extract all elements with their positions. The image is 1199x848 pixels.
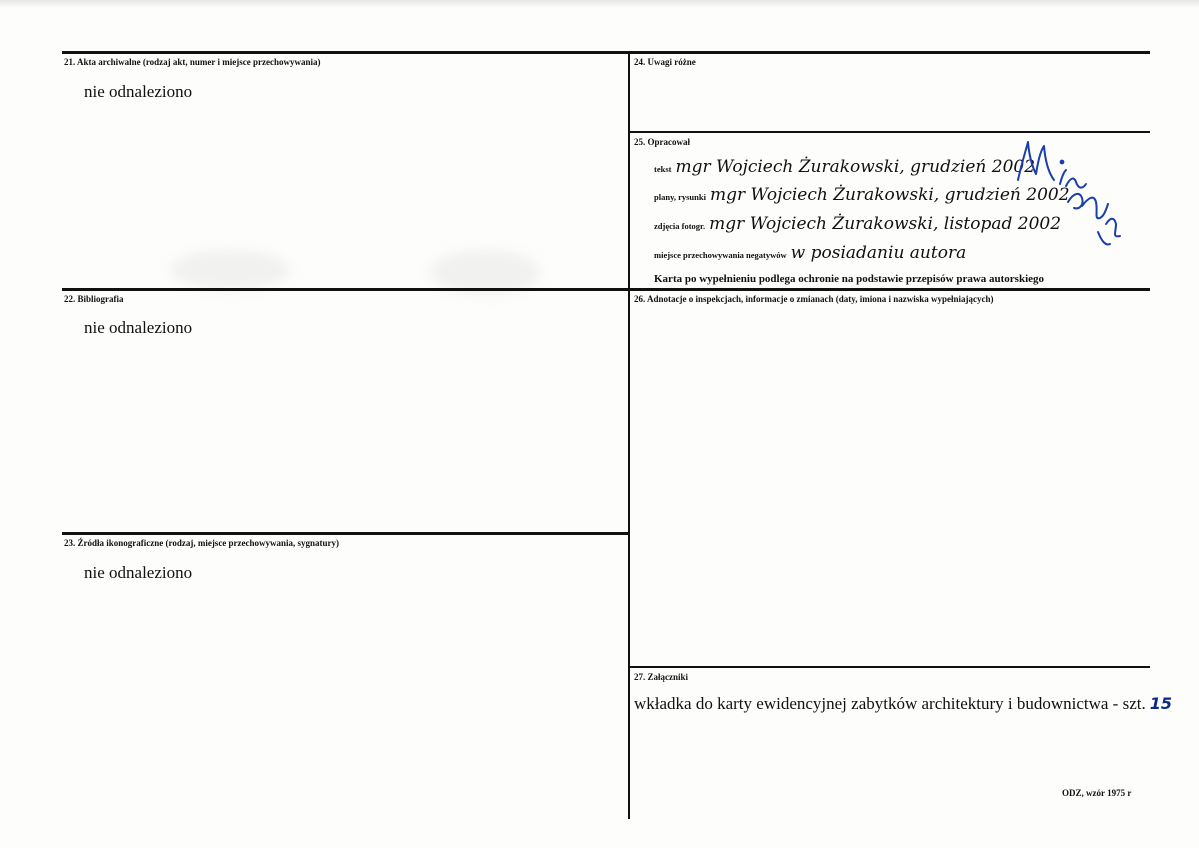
- copyright-note: Karta po wypełnieniu podlega ochronie na podstawie przepisów prawa autorskiego: [654, 273, 1045, 285]
- negatives-location-value: w posiadaniu autora: [790, 243, 967, 263]
- section-27-label: 27. Załączniki: [634, 672, 689, 682]
- author-text-value: mgr Wojciech Żurakowski, grudzień 2002: [675, 157, 1036, 177]
- handwritten-signature: [1010, 132, 1125, 257]
- section-25-label: 25. Opracował: [634, 137, 690, 147]
- attachment-count: 15: [1149, 694, 1172, 713]
- attachment-row: [634, 694, 1172, 714]
- author-photos-value: mgr Wojciech Żurakowski, listopad 2002: [709, 214, 1062, 234]
- author-plans-key: plany, rysunki: [654, 192, 706, 202]
- section-24-label: 24. Uwagi różne: [634, 57, 696, 67]
- section-23-label: 23. Źródła ikonograficzne (rodzaj, miejsce przechowywania, sygnatury): [64, 538, 340, 548]
- author-text-row: [654, 157, 1035, 177]
- rule-27-top: [629, 666, 1150, 668]
- negatives-location-row: [654, 243, 966, 263]
- scan-edge: [0, 0, 1199, 8]
- rule-23-top: [62, 532, 629, 535]
- author-photos-row: [654, 214, 1061, 234]
- section-21-label: 21. Akta archiwalne (rodzaj akt, numer i miejsce przechowywania): [64, 57, 321, 67]
- section-21-value: nie odnaleziono: [84, 82, 193, 101]
- attachment-description: wkładka do karty ewidencyjnej zabytków architektury i budownictwa - szt.: [634, 694, 1146, 713]
- section-23-value: nie odnaleziono: [84, 563, 193, 582]
- author-photos-key: zdjęcia fotogr.: [654, 221, 706, 231]
- rule-22-top: [62, 288, 629, 291]
- section-22-value: nie odnaleziono: [84, 318, 193, 337]
- rule-top-left: [62, 51, 629, 54]
- form-footer: ODZ, wzór 1975 r: [1062, 788, 1132, 798]
- author-text-key: tekst: [654, 164, 672, 174]
- author-plans-value: mgr Wojciech Żurakowski, grudzień 2002: [709, 185, 1070, 205]
- section-22-label: 22. Bibliografia: [64, 294, 124, 304]
- negatives-location-key: miejsce przechowywania negatywów: [654, 250, 787, 260]
- rule-top-right: [629, 51, 1150, 54]
- rule-26-top: [629, 288, 1150, 291]
- scan-smudge: [170, 250, 290, 290]
- section-26-label: 26. Adnotacje o inspekcjach, informacje o zmianach (daty, imiona i nazwiska wypełniających): [634, 294, 994, 304]
- author-plans-row: [654, 185, 1070, 205]
- column-divider: [628, 51, 630, 819]
